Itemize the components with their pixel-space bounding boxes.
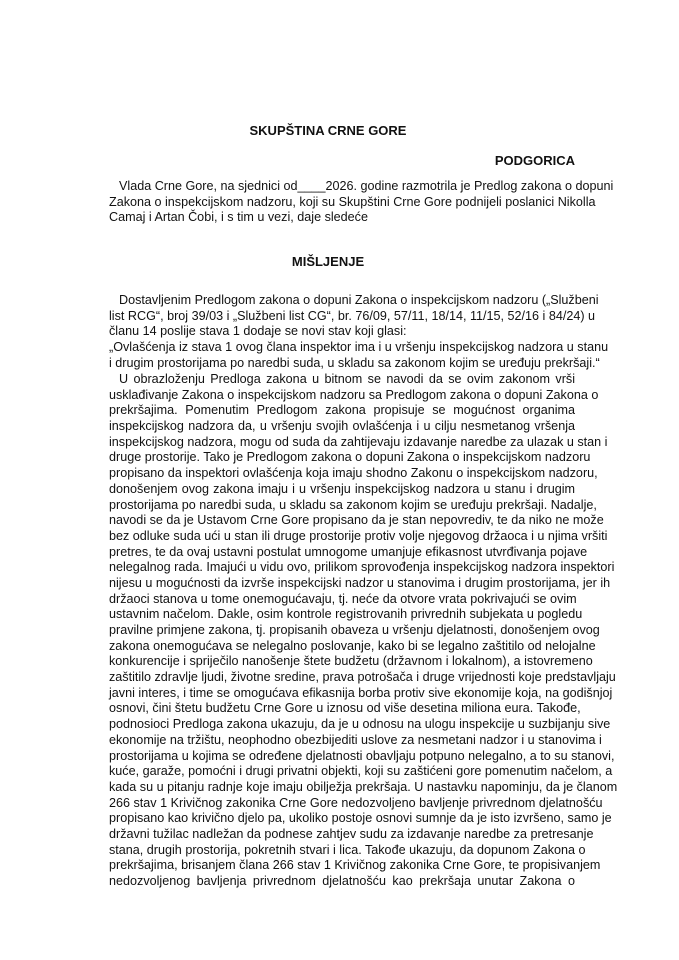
text-line: Vlada Crne Gore, na sjednici od____2026. godine razmotrila je Predlog zakona o dopuni <box>119 179 614 193</box>
text-line: i drugim prostorijama po naredbi suda, u skladu sa zakonom kojim se uređuju prekršaji.“ <box>109 355 600 370</box>
paragraph-explanation <box>109 372 618 890</box>
text-line: ekonomije na tržištu, neophodno obezbijediti uslove za nesmetani nadzor i u stanovima i <box>109 732 602 747</box>
text-line: usklađivanje Zakona o inspekcijskom nadzoru sa Predlogom zakona o dopuni Zakona o <box>109 387 599 402</box>
text-line: nijesu u mogućnosti da izvrše inspekcijski nadzor u stanovima i drugim prostorijama, jer ih <box>109 575 611 590</box>
text-line: stana, drugih prostorija, pokretnih stvari i lica. Takođe ukazuju, da dopunom Zakona o <box>109 842 586 857</box>
text-line: 266 stav 1 Krivičnog zakonika Crne Gore nedozvoljeno bavljenje privrednom djelatnošću <box>109 795 603 810</box>
text-line: list RCG“, broj 39/03 i „Službeni list CG“, br. 76/09, 57/11, 18/14, 11/15, 52/16 i 84/24) u <box>109 308 596 323</box>
text-line: zaštitilo zdravlje ljudi, životne sredine, prava potrošača i druge vrijednosti koje predstavljaju <box>109 670 616 685</box>
text-line: konkurencije i spriječilo nanošenje štete budžetu (državnom i lokalnom), a istovremeno <box>109 654 593 669</box>
text-line: javni interes, i time se omogućava efikasnija borba protiv sive ekonomije koja, na godišnjoj <box>109 685 613 700</box>
text-line: držaoci stanova u tome onemogućavaju, tj. neće da otvore vrata pokrivajući se ovim <box>109 591 577 606</box>
intro-paragraph <box>109 179 614 226</box>
addressee-title: SKUPŠTINA CRNE GORE <box>249 123 407 138</box>
text-line: zakona onemogućava se nelegalno poslovanje, kako bi se legalno zaštitilo od nelojalne <box>109 638 596 653</box>
addressee-city: PODGORICA <box>494 153 575 168</box>
text-line: Dostavljenim Predlogom zakona o dopuni Zakona o inspekcijskom nadzoru („Službeni <box>119 293 599 307</box>
text-line: prostorijama u kojima se određene djelatnosti obavljaju potpuno nelegalno, a to su stanovi, <box>109 748 615 763</box>
text-line: propisano kao krivično djelo pa, ukoliko postoje osnovi sumnje da je isto izvršeno, samo je <box>109 811 612 826</box>
text-line: kuće, garaže, pomoćni i drugi privatni objekti, koji su zaštićeni gore pomenutim načelom, a <box>109 764 613 779</box>
text-line: prekršajima. Pomenutim Predlogom zakona propisuje se mogućnost organima <box>109 403 575 418</box>
text-line: inspekcijskog nadzora, mogu od suda da zahtijevaju izdavanje naredbe za ulazak u stan i <box>109 434 608 449</box>
text-line: „Ovlašćenja iz stava 1 ovog člana inspektor ima i u vršenju inspekcijskog nadzora u stanu <box>109 340 609 355</box>
text-line: Zakona o inspekcijskom nadzoru, koji su Skupštini Crne Gore podnijeli poslanici Nikolla <box>109 194 596 209</box>
text-line: inspekcijskog nadzora da, u vršenju svojih ovlašćenja i u cilju nesmetanog vršenja <box>109 419 575 434</box>
text-line: druge prostorije. Tako je Predlogom zakona o dopuni Zakona o inspekcijskom nadzoru <box>109 450 591 465</box>
section-title: MIŠLJENJE <box>291 254 365 269</box>
text-line: bez odluke suda ući u stan ili druge prostorije protiv volje njegovog držaoca i u njima vršiti <box>109 528 608 543</box>
text-line: Camaj i Artan Čobi, i s tim u vezi, daje sledeće <box>109 210 368 225</box>
text-line: pretres, te da ovaj ustavni postulat umnogome umanjuje efikasnost utvrđivanja pojave <box>109 544 588 559</box>
text-line: podnosioci Predloga zakona ukazuju, da je u odnosu na ulogu inspekcije u suzbijanju sive <box>109 717 611 732</box>
text-line: kada su u pitanju radnje koje imaju obilježja prekršaja. U nastavku napominju, da je članom <box>109 779 618 794</box>
text-line: državni tužilac nadležan da podnese zahtjev sudu za izdavanje naredbe za pretresanje <box>109 826 594 841</box>
text-line: donošenjem ovog zakona imaju i u vršenju inspekcijskog nadzora u stanu i drugim <box>109 481 575 496</box>
text-line: prostorijama po naredbi suda, u skladu sa zakonom kojim se uređuju prekršaji. Nadalje, <box>109 497 597 512</box>
text-line: članu 14 poslije stava 1 dodaje se novi stav koji glasi: <box>109 324 407 339</box>
paragraph-amendment <box>109 293 609 371</box>
text-line: propisano da inspektori ovlašćenja koja imaju shodno Zakonu o inspekcijskom nadzoru, <box>109 466 598 481</box>
text-line: ustavnim načelom. Dakle, osim kontrole registrovanih privrednih subjekata u pogledu <box>109 607 583 622</box>
text-line: nedozvoljenog bavljenja privrednom djelatnošću kao prekršaja unutar Zakona o <box>109 874 575 888</box>
text-line: pravilne primjene zakona, tj. propisanih obaveza u vršenju djelatnosti, donošenjem ovog <box>109 623 600 637</box>
text-line: prekršajima, brisanjem člana 266 stav 1 Krivičnog zakonika Crne Gore, te propisivanjem <box>109 858 601 873</box>
text-line: U obrazloženju Predloga zakona u bitnom se navodi da se ovim zakonom vrši <box>119 372 575 386</box>
text-line: nelegalnog rada. Imajući u vidu ovo, prilikom sprovođenja inspekcijskog nadzora inspektori <box>109 560 615 575</box>
text-line: osnovi, čini štetu budžetu Crne Gore u iznosu od više desetina miliona eura. Takođe, <box>109 701 581 716</box>
text-line: navodi se da je Ustavom Crne Gore propisano da je stan nepovrediv, te da niko ne može <box>109 513 604 528</box>
